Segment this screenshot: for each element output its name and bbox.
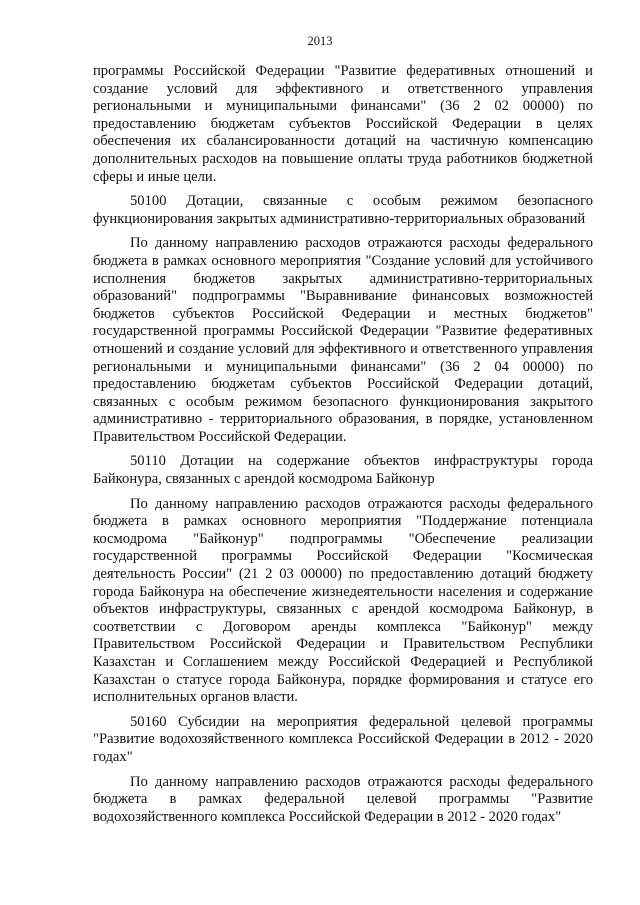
paragraph-50160-description: По данному направлению расходов отражаются расходы федерального бюджета в рамках федеральной целевой программы "Развитие водохозяйственного комплекса Российской Федерации в 2012 - 2020 годах" [93,773,593,825]
heading-50100: 50100 Дотации, связанные с особым режимом безопасного функционирования закрытых административно-территориальных образований [93,193,593,227]
paragraph-50100-description: По данному направлению расходов отражаются расходы федерального бюджета в рамках основного мероприятия "Создание условий для устойчивого исполнения бюджетов закрытых административно-территориальных образований" подпрограммы "Выравнивание финансовых возможностей бюджетов субъектов Российской Федерации и местных бюджетов" государственной программы Российской Федерации "Развитие федеративных отношений и создание условий для эффективного и ответственного управления региональными и муниципальными финансами" (36 2 04 00000) по предоставлению бюджетам субъектов Российской Федерации дотаций, связанных с особым режимом безопасного функционирования закрытого административно - территориального образования, в порядке, установленном Правительством Российской Федерации. [93,235,593,445]
page-number: 2013 [307,34,333,48]
document-body [93,63,593,833]
paragraph-50110-description: По данному направлению расходов отражаются расходы федерального бюджета в рамках основного мероприятия "Поддержание потенциала космодрома "Байконур" подпрограммы "Обеспечение реализации государственной программы Российской Федерации "Космическая деятельность России" (21 2 03 00000) по предоставлению дотаций бюджету города Байконура на обеспечение жизнедеятельности населения и содержание объектов инфраструктуры, связанных с арендой космодрома Байконур, в соответствии с Договором аренды комплекса "Байконур" между Правительством Российской Федерации и Правительством Республики Казахстан и Соглашением между Российской Федерацией и Республикой Казахстан о статусе города Байконура, порядке формирования и статусе его исполнительных органов власти. [93,495,593,706]
heading-50160: 50160 Субсидии на мероприятия федеральной целевой программы "Развитие водохозяйственного комплекса Российской Федерации в 2012 - 2020 годах" [93,713,593,765]
paragraph-continuation: программы Российской Федерации "Развитие федеративных отношений и создание условий для эффективного и ответственного управления региональными и муниципальными финансами" (36 2 02 00000) по предоставлению бюджетам субъектов Российской Федерации в целях обеспечения их сбалансированности дотаций на частичную компенсацию дополнительных расходов на повышение оплаты труда работников бюджетной сферы и иные цели. [93,63,593,185]
heading-50110: 50110 Дотации на содержание объектов инфраструктуры города Байконура, связанных с арендой космодрома Байконур [93,453,593,488]
